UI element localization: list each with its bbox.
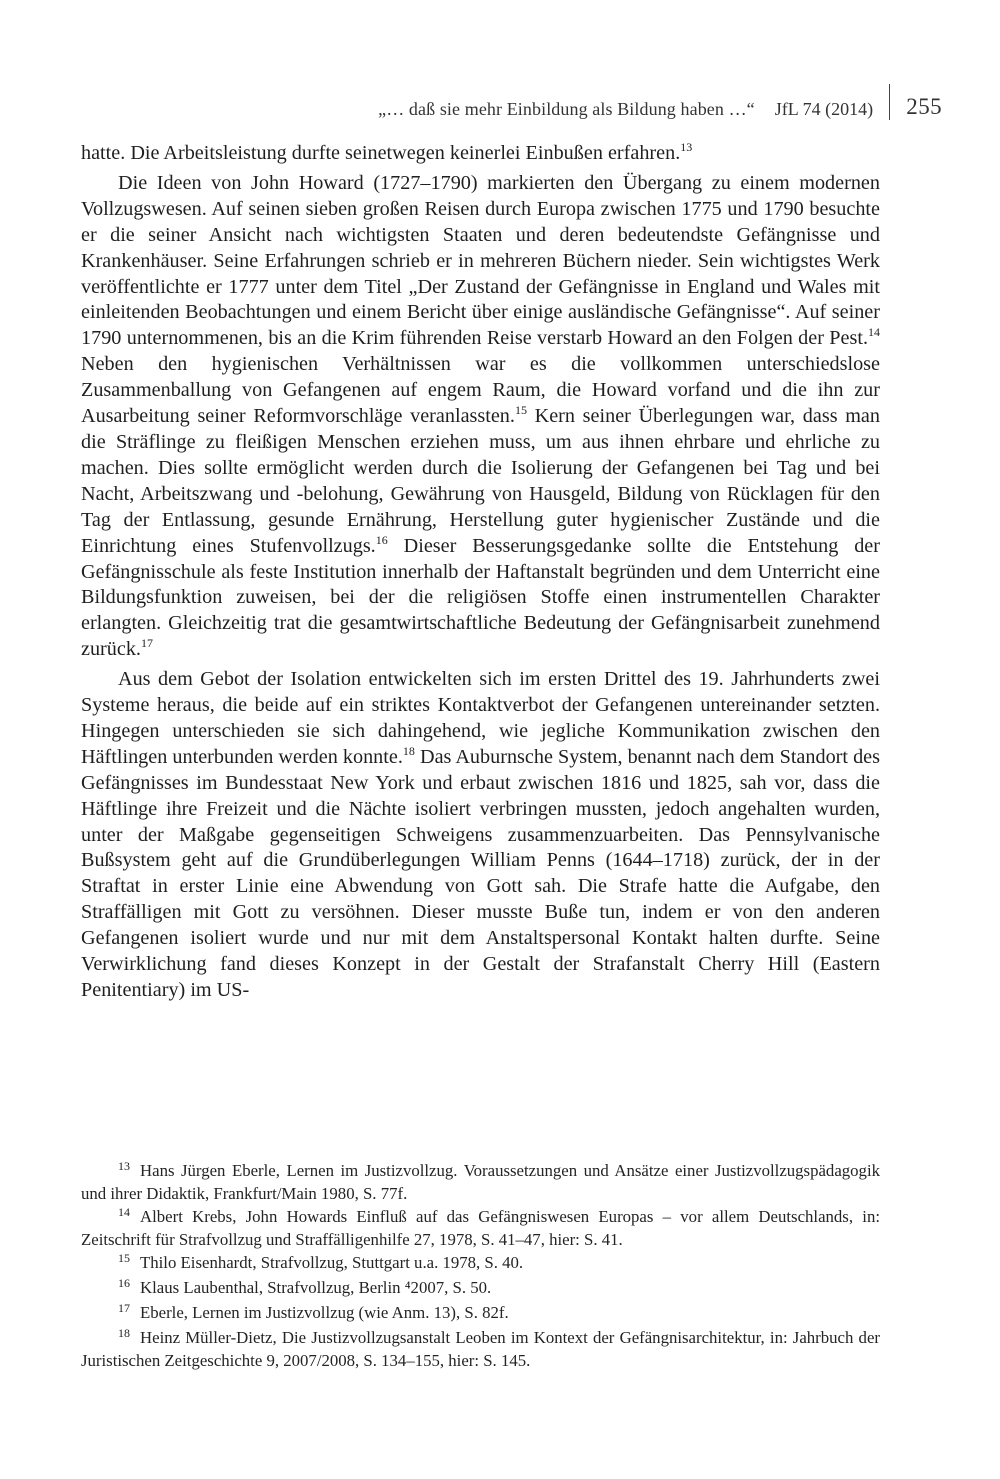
footnote-text: Heinz Müller-Dietz, Die Justizvollzugsanstalt Leoben im Kontext der Gefängnisarchitektur, in: Jahrbuch der Juristischen Zeitgeschichte 9, 2007/2008, S. 134–155, hier: S. 145. bbox=[81, 1328, 880, 1370]
paragraph-text: Kern seiner Überlegungen war, dass man die Sträflinge zu fleißigen Menschen erziehen muss, um aus ihnen ehrbare und ehrliche zu machen. Dies sollte ermöglicht werden durch die Isolierung der Gefangenen bei Tag und bei Nacht, Arbeitszwang und -belohung, Gewährung von Hausgeld, Bildung von Rücklagen für den Tag der Entlassung, gesunde Ernährung, Herstellung guter hygienischer Zustände und die Einrichtung eines Stufenvollzugs. bbox=[81, 405, 880, 557]
footnote-number: 15 bbox=[118, 1251, 130, 1265]
footnote bbox=[81, 1302, 880, 1325]
paragraph-text: Dieser Besserungsgedanke sollte die Entstehung der Gefängnisschule als feste Institution innerhalb der Haftanstalt begründen und dem Unterricht eine Bildungsfunktion zuweisen, bei der die religiösen Stoffe einen instrumentellen Charakter erlangten. Gleichzeitig trat die gesamtwirtschaftliche Bedeutung der Gefängnisarbeit zunehmend zurück. bbox=[81, 534, 880, 661]
footnote bbox=[81, 1327, 880, 1371]
footnote-text: Klaus Laubenthal, Strafvollzug, Berlin ⁴2007, S. 50. bbox=[140, 1278, 492, 1297]
footnote-text: Hans Jürgen Eberle, Lernen im Justizvollzug. Voraussetzungen und Ansätze einer Justizvollzugspädagogik und ihrer Didaktik, Frankfurt/Main 1980, S. 77f. bbox=[81, 1161, 880, 1203]
running-title: „… daß sie mehr Einbildung als Bildung haben …“ bbox=[378, 99, 755, 119]
footnote-text: Thilo Eisenhardt, Strafvollzug, Stuttgart u.a. 1978, S. 40. bbox=[140, 1253, 524, 1272]
paragraph-text: Das Auburnsche System, benannt nach dem Standort des Gefängnisses im Bundesstaat New York und erbaut zwischen 1816 und 1825, sah vor, dass die Häftlinge ihre Freizeit und die Nächte isoliert verbringen mussten, jedoch angehalten wurden, unter der Maßgabe gegenseitigen Schweigens zusammenzuarbeiten. Das Pennsylvanische Bußsystem geht auf die Grundüberlegungen William Penns (1644–1718) zurück, der in der Straftat in erster Linie eine Abwendung von Gott sah. Die Strafe hatte die Aufgabe, den Straffälligen mit Gott zu versöhnen. Dieser musste Buße tun, indem er von den anderen Gefangenen isoliert wurde und nur mit dem Anstaltspersonal Kontakt halten durfte. Seine Verwirklichung fand dieses Konzept in der Gestalt der Strafanstalt Cherry Hill (Eastern Penitentiary) im US- bbox=[81, 745, 880, 1001]
footnote-number: 18 bbox=[118, 1326, 130, 1340]
footnote-number: 17 bbox=[118, 1301, 130, 1315]
footnote-reference[interactable]: 17 bbox=[140, 636, 153, 651]
footnote-text: Albert Krebs, John Howards Einfluß auf das Gefängniswesen Europas – vor allem Deutschlands, in: Zeitschrift für Strafvollzug und Straffälligenhilfe 27, 1978, S. 41–47, hier: S. 41. bbox=[81, 1207, 880, 1249]
footnote-text: Eberle, Lernen im Justizvollzug (wie Anm. 13), S. 82f. bbox=[140, 1303, 509, 1322]
header-divider bbox=[889, 84, 890, 120]
page-number: 255 bbox=[906, 94, 942, 119]
footnote bbox=[81, 1160, 880, 1204]
footnotes bbox=[81, 1160, 880, 1373]
footnote-number: 14 bbox=[118, 1205, 130, 1219]
footnote-reference[interactable]: 18 bbox=[402, 743, 415, 758]
footnote bbox=[81, 1206, 880, 1250]
footnote-reference[interactable]: 13 bbox=[680, 140, 693, 154]
paragraph-text: Neben den hygienischen Verhältnissen war es die vollkommen unterschiedslose Zusammenballung von Gefangenen auf engem Raum, die Howard vorfand und die ihn zur Ausarbeitung seiner Reformvorschläge veranlassten. bbox=[81, 353, 880, 428]
footnote-reference[interactable]: 16 bbox=[375, 532, 388, 547]
page-header bbox=[378, 84, 942, 120]
paragraph-text: Die Ideen von John Howard (1727–1790) markierten den Übergang zu einem modernen Vollzugswesen. Auf seinen sieben großen Reisen durch Europa zwischen 1775 und 1790 besuchte er die seiner Ansicht nach wichtigsten Staaten und deren bedeutendste Gefängnisse und Krankenhäuser. Seine Erfahrungen schrieb er in mehreren Büchern nieder. Sein wichtigstes Werk veröffentlichte er 1777 unter dem Titel „Der Zustand der Gefängnisse in England und Wales mit einleitenden Beobachtungen und einem Bericht über einige ausländische Gefängnisse“. Auf seiner 1790 unternommenen, bis an die Krim führenden Reise verstarb Howard an den Folgen der Pest. bbox=[81, 171, 880, 350]
footnote bbox=[81, 1252, 880, 1275]
footnote-number: 16 bbox=[118, 1276, 130, 1290]
body-paragraph bbox=[81, 141, 880, 167]
footnote-number: 13 bbox=[118, 1159, 130, 1173]
footnote bbox=[81, 1277, 880, 1300]
body-text bbox=[81, 141, 880, 1008]
journal-citation: JfL 74 (2014) bbox=[774, 99, 874, 119]
paragraph-text: hatte. Die Arbeitsleistung durfte seinetwegen keinerlei Einbußen erfahren. bbox=[81, 142, 681, 164]
footnote-reference[interactable]: 14 bbox=[868, 325, 880, 340]
body-paragraph bbox=[81, 667, 880, 1004]
body-paragraph bbox=[81, 171, 880, 663]
paragraph-text: Aus dem Gebot der Isolation entwickelten sich im ersten Drittel des 19. Jahrhunderts zwei Systeme heraus, die beide auf ein striktes Kontaktverbot der Gefangenen untereinander setzten. Hingegen unterschieden sie sich dahingehend, wie jegliche Kommunikation zwischen den Häftlingen unterbunden werden konnte. bbox=[81, 668, 880, 768]
footnote-reference[interactable]: 15 bbox=[514, 403, 527, 418]
